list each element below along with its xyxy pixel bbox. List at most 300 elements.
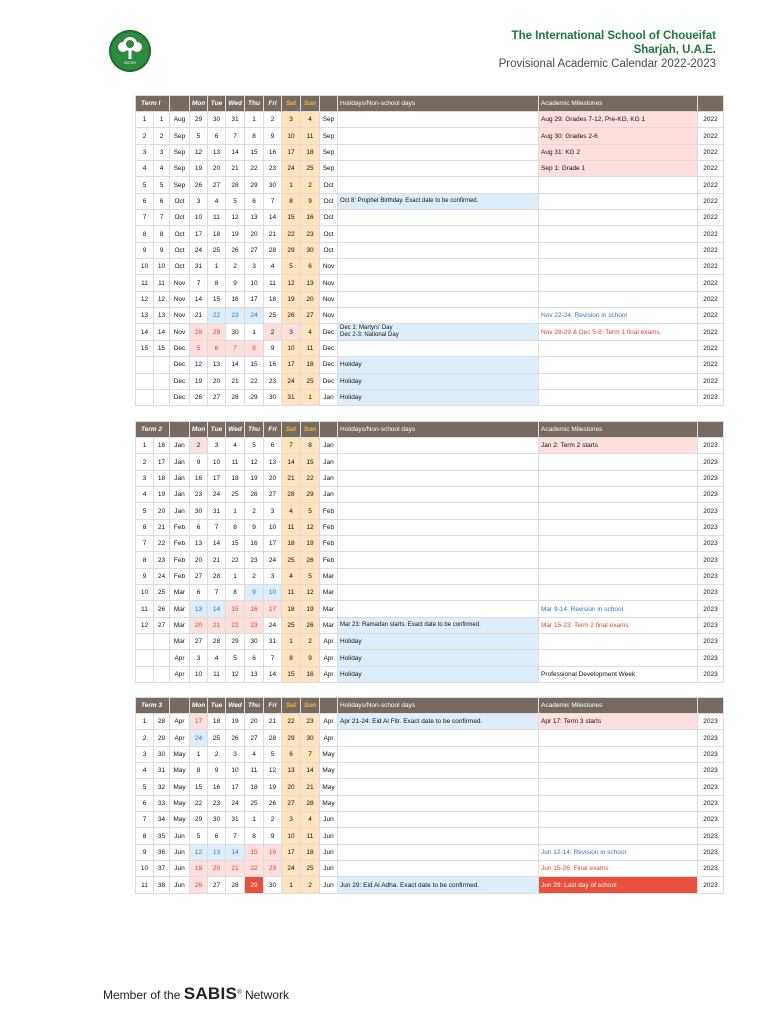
- year: 2022: [698, 357, 724, 373]
- day-cell-wed: 17: [226, 779, 245, 795]
- day-cell-wed: 31: [226, 812, 245, 828]
- start-month: Aug: [170, 112, 190, 128]
- start-month: May: [170, 746, 190, 762]
- week-row: [136, 454, 724, 470]
- week-row: [136, 487, 724, 503]
- day-cell-mon: 17: [190, 714, 208, 730]
- term-week-number: 7: [136, 812, 154, 828]
- day-cell-sun: 7: [301, 746, 320, 762]
- header-milestones: Academic Milestones: [539, 422, 698, 438]
- milestone-note: Jun 15-26: Final exams: [539, 861, 698, 877]
- year-week-number: 9: [154, 242, 170, 258]
- day-cell-tue: 20: [208, 161, 226, 177]
- day-cell-mon: 7: [190, 275, 208, 291]
- year-week-number: 24: [154, 568, 170, 584]
- week-row: [136, 795, 724, 811]
- end-month: Jun: [320, 828, 338, 844]
- day-cell-thu: 6: [245, 193, 264, 209]
- day-cell-mon: 2: [190, 438, 208, 454]
- holiday-note: [338, 779, 539, 795]
- start-month: Apr: [170, 666, 190, 682]
- day-cell-sun: 18: [301, 844, 320, 860]
- day-cell-tue: 27: [208, 877, 226, 893]
- day-cell-sun: 30: [301, 242, 320, 258]
- year: 2023: [698, 730, 724, 746]
- day-cell-tue: 1: [208, 259, 226, 275]
- term-week-number: [136, 373, 154, 389]
- day-cell-mon: 29: [190, 112, 208, 128]
- day-cell-tue: 20: [208, 861, 226, 877]
- day-cell-thu: 27: [245, 730, 264, 746]
- term-1-table: [135, 95, 724, 406]
- term-label: Term 3: [136, 698, 170, 714]
- week-row: [136, 226, 724, 242]
- milestone-note: Apr 17: Term 3 starts: [539, 714, 698, 730]
- start-month: Oct: [170, 259, 190, 275]
- day-cell-mon: 19: [190, 861, 208, 877]
- end-month: Sep: [320, 161, 338, 177]
- end-month: Jan: [320, 389, 338, 405]
- sabis-network-footer: [103, 984, 289, 1004]
- day-cell-sun: 19: [301, 601, 320, 617]
- week-row: [136, 746, 724, 762]
- term-week-number: 3: [136, 470, 154, 486]
- header-tue: Tue: [208, 96, 226, 112]
- day-cell-mon: 12: [190, 357, 208, 373]
- year-week-number: [154, 389, 170, 405]
- year: 2023: [698, 666, 724, 682]
- footer-network-text: Network: [244, 988, 289, 1002]
- header-year-spacer: [698, 422, 724, 438]
- header-sat: Sat: [282, 96, 301, 112]
- day-cell-sun: 15: [301, 454, 320, 470]
- week-row: [136, 650, 724, 666]
- milestone-note: [539, 373, 698, 389]
- holiday-note: [338, 795, 539, 811]
- day-cell-tue: 25: [208, 730, 226, 746]
- day-cell-sat: 18: [282, 536, 301, 552]
- term-week-number: 13: [136, 308, 154, 324]
- day-cell-thu: 10: [245, 275, 264, 291]
- holiday-note: [338, 454, 539, 470]
- holiday-note: [338, 275, 539, 291]
- day-cell-sun: 11: [301, 828, 320, 844]
- day-cell-wed: 25: [226, 487, 245, 503]
- day-cell-tue: 27: [208, 389, 226, 405]
- day-cell-tue: 6: [208, 340, 226, 356]
- year: 2023: [698, 746, 724, 762]
- year: 2023: [698, 389, 724, 405]
- day-cell-tue: 8: [208, 275, 226, 291]
- day-cell-wed: 18: [226, 470, 245, 486]
- day-cell-tue: 31: [208, 503, 226, 519]
- day-cell-sat: 22: [282, 226, 301, 242]
- header-holidays: Holidays/Non-school days: [338, 96, 539, 112]
- day-cell-sat: 31: [282, 389, 301, 405]
- milestone-note: [539, 552, 698, 568]
- start-month: Jun: [170, 861, 190, 877]
- year-week-number: 16: [154, 438, 170, 454]
- header-milestones: Academic Milestones: [539, 96, 698, 112]
- year-week-number: [154, 634, 170, 650]
- year: 2023: [698, 812, 724, 828]
- holiday-note: [338, 812, 539, 828]
- week-row: [136, 470, 724, 486]
- day-cell-thu: 20: [245, 714, 264, 730]
- day-cell-thu: 19: [245, 470, 264, 486]
- day-cell-fri: 24: [264, 617, 282, 633]
- day-cell-tue: 9: [208, 763, 226, 779]
- term-3-table: [135, 697, 724, 894]
- day-cell-fri: 12: [264, 763, 282, 779]
- day-cell-wed: 1: [226, 503, 245, 519]
- day-cell-wed: 12: [226, 210, 245, 226]
- day-cell-fri: 2: [264, 324, 282, 340]
- day-cell-thu: 8: [245, 340, 264, 356]
- day-cell-tue: 14: [208, 536, 226, 552]
- day-cell-wed: 21: [226, 861, 245, 877]
- year-week-number: 4: [154, 161, 170, 177]
- day-cell-sun: 28: [301, 795, 320, 811]
- day-cell-wed: 14: [226, 357, 245, 373]
- year: 2023: [698, 519, 724, 535]
- year: 2023: [698, 552, 724, 568]
- day-cell-tue: 17: [208, 470, 226, 486]
- day-cell-sat: 8: [282, 650, 301, 666]
- start-month: Oct: [170, 226, 190, 242]
- day-cell-thu: 8: [245, 828, 264, 844]
- header-wed: Wed: [226, 422, 245, 438]
- start-month: Nov: [170, 291, 190, 307]
- day-cell-wed: 15: [226, 601, 245, 617]
- end-month: Feb: [320, 536, 338, 552]
- week-row: [136, 536, 724, 552]
- start-month: Jan: [170, 438, 190, 454]
- header-thu: Thu: [245, 422, 264, 438]
- week-row: [136, 634, 724, 650]
- day-cell-tue: 18: [208, 226, 226, 242]
- start-month: Oct: [170, 210, 190, 226]
- milestone-note: [539, 210, 698, 226]
- year: 2022: [698, 308, 724, 324]
- day-cell-wed: 28: [226, 877, 245, 893]
- start-month: Mar: [170, 634, 190, 650]
- day-cell-tue: 30: [208, 812, 226, 828]
- day-cell-sun: 11: [301, 128, 320, 144]
- day-cell-sat: 3: [282, 324, 301, 340]
- week-row: [136, 730, 724, 746]
- end-month: Jan: [320, 438, 338, 454]
- day-cell-mon: 5: [190, 128, 208, 144]
- end-month: Apr: [320, 666, 338, 682]
- term-week-number: 4: [136, 487, 154, 503]
- week-row: [136, 308, 724, 324]
- start-month: Sep: [170, 161, 190, 177]
- day-cell-sat: 12: [282, 275, 301, 291]
- year-week-number: 12: [154, 291, 170, 307]
- day-cell-wed: 26: [226, 242, 245, 258]
- start-month: Jan: [170, 454, 190, 470]
- day-cell-thu: 18: [245, 779, 264, 795]
- day-cell-fri: 11: [264, 275, 282, 291]
- day-cell-sun: 18: [301, 357, 320, 373]
- year-week-number: 27: [154, 617, 170, 633]
- day-cell-sun: 4: [301, 112, 320, 128]
- holiday-note: Oct 8: Prophet Birthday. Exact date to be confirmed.: [338, 193, 539, 209]
- day-cell-mon: 19: [190, 161, 208, 177]
- day-cell-sat: 4: [282, 568, 301, 584]
- year: 2023: [698, 634, 724, 650]
- day-cell-tue: 14: [208, 601, 226, 617]
- start-month: May: [170, 795, 190, 811]
- term-week-number: 5: [136, 779, 154, 795]
- year: 2022: [698, 161, 724, 177]
- start-month: Feb: [170, 552, 190, 568]
- start-month: Apr: [170, 714, 190, 730]
- end-month: Dec: [320, 340, 338, 356]
- day-cell-fri: 31: [264, 634, 282, 650]
- day-cell-sat: 15: [282, 666, 301, 682]
- week-row: [136, 666, 724, 682]
- year-week-number: 1: [154, 112, 170, 128]
- term-week-number: 1: [136, 438, 154, 454]
- year-week-number: 13: [154, 308, 170, 324]
- holiday-note: [338, 291, 539, 307]
- year: 2023: [698, 650, 724, 666]
- header-month-spacer: [170, 96, 190, 112]
- day-cell-tue: 7: [208, 585, 226, 601]
- week-row: [136, 275, 724, 291]
- header-year-spacer: [698, 96, 724, 112]
- day-cell-sun: 9: [301, 650, 320, 666]
- header-month-spacer: [170, 422, 190, 438]
- milestone-note: [539, 503, 698, 519]
- milestone-note: [539, 242, 698, 258]
- day-cell-thu: 29: [245, 177, 264, 193]
- year-week-number: 25: [154, 585, 170, 601]
- holiday-note: [338, 242, 539, 258]
- school-location: Sharjah, U.A.E.: [633, 44, 716, 56]
- holiday-note: [338, 259, 539, 275]
- day-cell-wed: 14: [226, 144, 245, 160]
- year-week-number: 11: [154, 275, 170, 291]
- milestone-note: Professional Development Week: [539, 666, 698, 682]
- holiday-note: [338, 552, 539, 568]
- day-cell-sun: 12: [301, 519, 320, 535]
- day-cell-sun: 14: [301, 763, 320, 779]
- day-cell-thu: 3: [245, 259, 264, 275]
- day-cell-mon: 17: [190, 226, 208, 242]
- end-month: Jun: [320, 812, 338, 828]
- day-cell-wed: 30: [226, 324, 245, 340]
- day-cell-sat: 27: [282, 795, 301, 811]
- end-month: Mar: [320, 601, 338, 617]
- day-cell-mon: 19: [190, 373, 208, 389]
- term-week-number: 4: [136, 161, 154, 177]
- end-month: May: [320, 779, 338, 795]
- week-row: [136, 112, 724, 128]
- day-cell-mon: 21: [190, 308, 208, 324]
- school-logo: [109, 30, 151, 72]
- end-month: Jun: [320, 877, 338, 893]
- day-cell-thu: 9: [245, 585, 264, 601]
- day-cell-wed: 2: [226, 259, 245, 275]
- milestone-note: Jun 29: Last day of school: [539, 877, 698, 893]
- day-cell-tue: 6: [208, 828, 226, 844]
- day-cell-fri: 23: [264, 373, 282, 389]
- header-sun: Sun: [301, 96, 320, 112]
- end-month: Jun: [320, 861, 338, 877]
- day-cell-thu: 4: [245, 746, 264, 762]
- day-cell-mon: 10: [190, 210, 208, 226]
- day-cell-wed: 29: [226, 634, 245, 650]
- day-cell-thu: 1: [245, 812, 264, 828]
- year: 2023: [698, 828, 724, 844]
- day-cell-sat: 3: [282, 112, 301, 128]
- header-wed: Wed: [226, 698, 245, 714]
- year-week-number: 5: [154, 177, 170, 193]
- header-mon: Mon: [190, 96, 208, 112]
- day-cell-sat: 26: [282, 308, 301, 324]
- week-row: [136, 877, 724, 893]
- week-row: [136, 259, 724, 275]
- holiday-note: [338, 763, 539, 779]
- milestone-note: Nov 28-29 & Dec 5-8: Term 1 final exams: [539, 324, 698, 340]
- day-cell-thu: 26: [245, 487, 264, 503]
- end-month: Mar: [320, 617, 338, 633]
- end-month: Dec: [320, 324, 338, 340]
- holiday-note: [338, 503, 539, 519]
- day-cell-thu: 29: [245, 389, 264, 405]
- start-month: May: [170, 779, 190, 795]
- term-week-number: [136, 357, 154, 373]
- milestone-note: [539, 779, 698, 795]
- day-cell-mon: 31: [190, 259, 208, 275]
- day-cell-sun: 16: [301, 210, 320, 226]
- day-cell-sat: 17: [282, 357, 301, 373]
- start-month: Dec: [170, 357, 190, 373]
- week-row: [136, 503, 724, 519]
- start-month: Feb: [170, 519, 190, 535]
- milestone-note: [539, 568, 698, 584]
- day-cell-sat: 29: [282, 242, 301, 258]
- day-cell-thu: 15: [245, 144, 264, 160]
- week-row: [136, 519, 724, 535]
- year: 2023: [698, 568, 724, 584]
- day-cell-sun: 23: [301, 226, 320, 242]
- day-cell-thu: 22: [245, 373, 264, 389]
- end-month: Feb: [320, 519, 338, 535]
- day-cell-fri: 5: [264, 746, 282, 762]
- day-cell-sun: 8: [301, 438, 320, 454]
- day-cell-sun: 25: [301, 161, 320, 177]
- day-cell-wed: 4: [226, 438, 245, 454]
- holiday-note: [338, 746, 539, 762]
- day-cell-mon: 27: [190, 634, 208, 650]
- term-2-table: [135, 421, 724, 683]
- day-cell-fri: 7: [264, 193, 282, 209]
- holiday-note: Jun 29: Eid Al Adha. Exact date to be confirmed.: [338, 877, 539, 893]
- day-cell-tue: 28: [208, 568, 226, 584]
- header-sun: Sun: [301, 698, 320, 714]
- day-cell-sat: 11: [282, 519, 301, 535]
- day-cell-mon: 16: [190, 470, 208, 486]
- header-tue: Tue: [208, 698, 226, 714]
- milestone-note: [539, 795, 698, 811]
- holiday-note: [338, 861, 539, 877]
- term-week-number: 11: [136, 601, 154, 617]
- header-fri: Fri: [264, 698, 282, 714]
- day-cell-sat: 20: [282, 779, 301, 795]
- day-cell-tue: 24: [208, 487, 226, 503]
- milestone-note: [539, 763, 698, 779]
- day-cell-thu: 23: [245, 552, 264, 568]
- day-cell-mon: 26: [190, 389, 208, 405]
- day-cell-mon: 27: [190, 568, 208, 584]
- day-cell-mon: 30: [190, 503, 208, 519]
- day-cell-sun: 16: [301, 666, 320, 682]
- day-cell-mon: 6: [190, 585, 208, 601]
- milestone-note: Mar 9-14: Revision in school: [539, 601, 698, 617]
- day-cell-tue: 10: [208, 454, 226, 470]
- term-week-number: 7: [136, 536, 154, 552]
- term-week-number: 5: [136, 177, 154, 193]
- day-cell-sun: 20: [301, 291, 320, 307]
- term-week-number: 12: [136, 617, 154, 633]
- day-cell-fri: 28: [264, 730, 282, 746]
- year: 2023: [698, 470, 724, 486]
- end-month: Mar: [320, 568, 338, 584]
- day-cell-wed: 14: [226, 844, 245, 860]
- day-cell-fri: 16: [264, 844, 282, 860]
- day-cell-sun: 26: [301, 552, 320, 568]
- header-tue: Tue: [208, 422, 226, 438]
- day-cell-fri: 30: [264, 389, 282, 405]
- day-cell-sat: 10: [282, 828, 301, 844]
- term-week-number: 14: [136, 324, 154, 340]
- day-cell-thu: 13: [245, 666, 264, 682]
- milestone-note: [539, 487, 698, 503]
- day-cell-tue: 6: [208, 128, 226, 144]
- holiday-note: [338, 112, 539, 128]
- year-week-number: 32: [154, 779, 170, 795]
- day-cell-sat: 17: [282, 144, 301, 160]
- term-week-number: 8: [136, 828, 154, 844]
- end-month: May: [320, 746, 338, 762]
- year-week-number: 15: [154, 340, 170, 356]
- term-week-number: [136, 650, 154, 666]
- holiday-note: [338, 161, 539, 177]
- day-cell-sat: 17: [282, 844, 301, 860]
- day-cell-wed: 15: [226, 536, 245, 552]
- year: 2023: [698, 503, 724, 519]
- holiday-note: [338, 470, 539, 486]
- day-cell-fri: 6: [264, 438, 282, 454]
- term-week-number: 10: [136, 861, 154, 877]
- term-week-number: 11: [136, 275, 154, 291]
- day-cell-fri: 13: [264, 454, 282, 470]
- holiday-note: Apr 21-24: Eid Al Fitr. Exact date to be confirmed.: [338, 714, 539, 730]
- day-cell-wed: 8: [226, 585, 245, 601]
- term-week-number: 6: [136, 193, 154, 209]
- end-month: Sep: [320, 128, 338, 144]
- holiday-note: Holiday: [338, 650, 539, 666]
- day-cell-wed: 5: [226, 650, 245, 666]
- term-week-number: 10: [136, 259, 154, 275]
- day-cell-fri: 10: [264, 519, 282, 535]
- start-month: Jun: [170, 844, 190, 860]
- term-week-number: 6: [136, 519, 154, 535]
